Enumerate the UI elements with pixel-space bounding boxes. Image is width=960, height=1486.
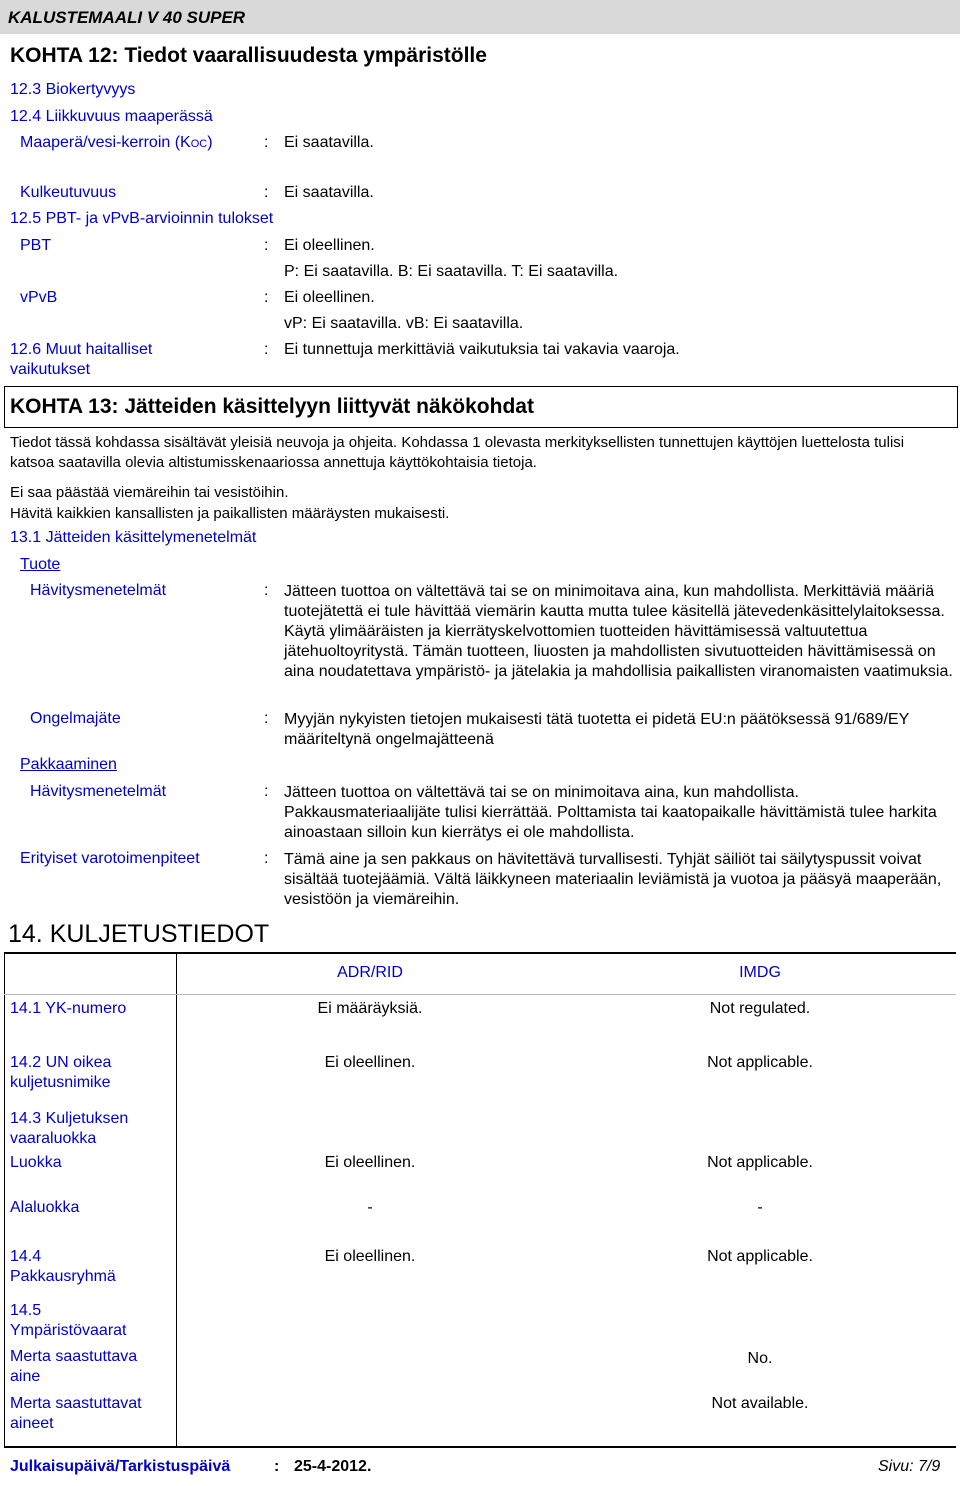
row-label: Merta saastuttava — [10, 1348, 138, 1365]
koc-label: Maaperä/vesi-kerroin (KOC) — [20, 134, 213, 151]
row-label: 14.4 — [10, 1248, 42, 1265]
s123-heading: 12.3 Biokertyvyys — [10, 81, 136, 98]
row-imdg-value: Not applicable. — [707, 1154, 813, 1171]
s124-heading: 12.4 Liikkuvuus maaperässä — [10, 108, 213, 125]
row-adr-value: - — [367, 1199, 373, 1216]
koc-value: Ei saatavilla. — [284, 134, 374, 151]
footer-colon: : — [274, 1458, 280, 1475]
erityiset-value: Tämä aine ja sen pakkaus on hävitettävä turvallisesti. Tyhjät säiliöt tai säilytyspussit voivat sisältää tuotejäämiä. Vältä läikkyneen materiaalin leviämistä ja vuotoa ja pääsyä maaperään, vesistöön ja viemäreihin. — [284, 851, 942, 908]
row-label-line2: Ympäristövaarat — [10, 1322, 127, 1339]
s125-heading: 12.5 PBT- ja vPvB-arvioinnin tulokset — [10, 210, 274, 227]
product-name: KALUSTEMAALI V 40 SUPER — [8, 8, 246, 27]
havitys2-value: Jätteen tuottoa on vältettävä tai se on minimoitava aina, kun mahdollista. Pakkausmateriaalijäte tulisi kierrättää. Polttamista tai kaatopaikalle hävittämistä tulee harkita ainoastaan silloin kun kierrätys ei ole mahdollista. — [284, 784, 937, 841]
colon: : — [264, 582, 269, 599]
row-label: Luokka — [10, 1154, 62, 1171]
row-adr-value: Ei oleellinen. — [324, 1248, 416, 1265]
row-imdg-value: - — [757, 1199, 763, 1216]
footer-date: 25-4-2012. — [294, 1458, 372, 1475]
column-imdg: IMDG — [739, 964, 781, 981]
havitys-value: Jätteen tuottoa on vältettävä tai se on minimoitava aina, kun mahdollista. Merkittäviä määriä tuotejätettä ei tule hävittää viemärin kautta mutta tulee käsitellä jätevedenkäsittelylaitoksessa. Käytä ylimääräisten ja kierrätyskelvottomien tuotteiden hävittämisessä valtuutettua jätehuoltoyritystä. Tämän tuotteen, liuosten ja mahdollisten sivutuotteiden hävittämisessä on aina noudatettava ympäristö- ja jätelakia ja mahdollisia paikallisten viranomaisten vaatimuksia. — [284, 583, 953, 680]
row-imdg-value: No. — [747, 1350, 773, 1367]
row-imdg-value: Not available. — [711, 1395, 809, 1412]
row-label: 14.5 — [10, 1302, 42, 1319]
tuote-heading: Tuote — [20, 556, 61, 573]
s126-value: Ei tunnettuja merkittäviä vaikutuksia tai vakavia vaaroja. — [284, 341, 680, 358]
pbt-label: PBT — [20, 237, 52, 254]
ongelmajate-label: Ongelmajäte — [30, 710, 121, 727]
row-imdg-value: Not applicable. — [707, 1054, 813, 1071]
row-imdg-value: Not applicable. — [707, 1248, 813, 1265]
pbt-detail: P: Ei saatavilla. B: Ei saatavilla. T: Ei saatavilla. — [284, 263, 619, 280]
s126-heading-line1: 12.6 Muut haitalliset — [10, 341, 153, 358]
havitys2-label: Hävitysmenetelmät — [30, 783, 167, 800]
section-14-rule — [4, 952, 956, 954]
colon: : — [264, 783, 269, 800]
colon: : — [264, 184, 269, 201]
footer-label: Julkaisupäivä/Tarkistuspäivä — [10, 1458, 231, 1475]
kulkeutuvuus-label: Kulkeutuvuus — [20, 184, 117, 201]
row-label: 14.1 YK-numero — [10, 1000, 127, 1017]
vpvb-value: Ei oleellinen. — [284, 289, 375, 306]
footer-rule — [4, 1446, 956, 1448]
colon: : — [264, 710, 269, 727]
vpvb-detail: vP: Ei saatavilla. vB: Ei saatavilla. — [284, 315, 524, 332]
section-13-line1: Ei saa päästää viemäreihin tai vesistöihin. — [10, 484, 289, 501]
row-label: 14.2 UN oikea — [10, 1054, 112, 1071]
colon: : — [264, 850, 269, 867]
section-13-line2: Hävitä kaikkien kansallisten ja paikallisten määräysten mukaisesti. — [10, 505, 450, 522]
row-adr-value: Ei määräyksiä. — [317, 1000, 423, 1017]
havitys-label: Hävitysmenetelmät — [30, 582, 167, 599]
colon: : — [264, 237, 269, 254]
row-adr-value: Ei oleellinen. — [324, 1154, 416, 1171]
section-14-title: 14. KULJETUSTIEDOT — [8, 920, 270, 948]
erityiset-label: Erityiset varotoimenpiteet — [20, 850, 200, 867]
row-label-line2: aineet — [10, 1415, 54, 1432]
vpvb-label: vPvB — [20, 289, 58, 306]
row-label-line2: kuljetusnimike — [10, 1074, 111, 1091]
colon: : — [264, 341, 269, 358]
colon: : — [264, 289, 269, 306]
s131-heading: 13.1 Jätteiden käsittelymenetelmät — [10, 529, 257, 546]
table-column-divider — [176, 952, 177, 1446]
row-label-line2: Pakkausryhmä — [10, 1268, 116, 1285]
footer-page: Sivu: 7/9 — [878, 1458, 941, 1475]
s126-heading-line2: vaikutukset — [10, 361, 91, 378]
table-left-border — [4, 952, 5, 1446]
colon: : — [264, 134, 269, 151]
row-label-line2: aine — [10, 1368, 41, 1385]
section-12-title: KOHTA 12: Tiedot vaarallisuudesta ympäristölle — [10, 44, 487, 67]
pbt-value: Ei oleellinen. — [284, 237, 375, 254]
row-label: Alaluokka — [10, 1199, 80, 1216]
row-label: 14.3 Kuljetuksen — [10, 1110, 129, 1127]
column-adr-rid: ADR/RID — [337, 964, 403, 981]
row-label: Merta saastuttavat — [10, 1395, 142, 1412]
row-rule — [4, 994, 956, 995]
section-13-intro: Tiedot tässä kohdassa sisältävät yleisiä neuvoja ja ohjeita. Kohdassa 1 olevasta merkityksellisten tunnettujen käyttöjen luettelosta tulisi katsoa saatavilla olevia altistumisskenaariossa annettuja käyttökohtaisia tietoja. — [10, 434, 905, 471]
row-label-line2: vaaraluokka — [10, 1130, 97, 1147]
pakkaaminen-heading: Pakkaaminen — [20, 756, 117, 773]
section-13-title: KOHTA 13: Jätteiden käsittelyyn liittyvät näkökohdat — [10, 395, 534, 418]
kulkeutuvuus-value: Ei saatavilla. — [284, 184, 374, 201]
row-imdg-value: Not regulated. — [709, 1000, 811, 1017]
row-adr-value: Ei oleellinen. — [324, 1054, 416, 1071]
ongelmajate-value: Myyjän nykyisten tietojen mukaisesti tätä tuotetta ei pidetä EU:n päätöksessä 91/689/EY määriteltynä ongelmajätteenä — [284, 711, 909, 748]
